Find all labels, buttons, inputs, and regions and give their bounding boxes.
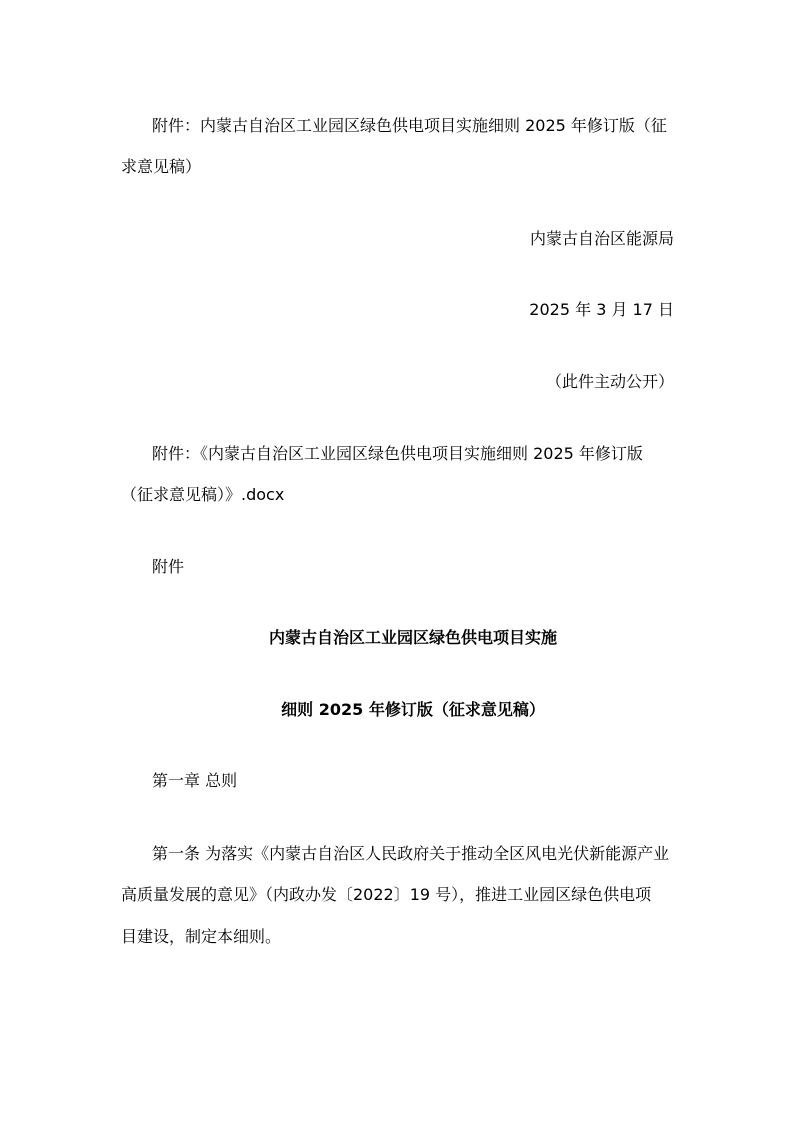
attachment-file-link-line2[interactable]: （征求意见稿）》.docx [121, 485, 285, 504]
article-1-line1: 第一条 为落实《内蒙古自治区人民政府关于推动全区风电光伏新能源产业 [152, 844, 670, 863]
document-title-line1: 内蒙古自治区工业园区绿色供电项目实施 [268, 628, 557, 647]
disclosure-note: （此件主动公开） [545, 372, 674, 391]
article-1-line3: 目建设，制定本细则。 [121, 927, 282, 946]
article-1-line2: 高质量发展的意见》（内政办发〔2022〕19 号），推进工业园区绿色供电项 [121, 885, 652, 904]
attachment-file-link-line1[interactable]: 附件：《内蒙古自治区工业园区绿色供电项目实施细则 2025 年修订版 [152, 444, 643, 463]
chapter-heading: 第一章 总则 [152, 771, 238, 790]
document-title-line2: 细则 2025 年修订版（征求意见稿） [281, 700, 545, 719]
attachment-label: 附件 [152, 557, 185, 576]
issuer: 内蒙古自治区能源局 [529, 229, 674, 248]
attachment-notice-line1: 附件：内蒙古自治区工业园区绿色供电项目实施细则 2025 年修订版（征 [152, 116, 667, 135]
attachment-notice-line2: 求意见稿） [121, 157, 202, 176]
issue-date: 2025 年 3 月 17 日 [529, 300, 674, 319]
